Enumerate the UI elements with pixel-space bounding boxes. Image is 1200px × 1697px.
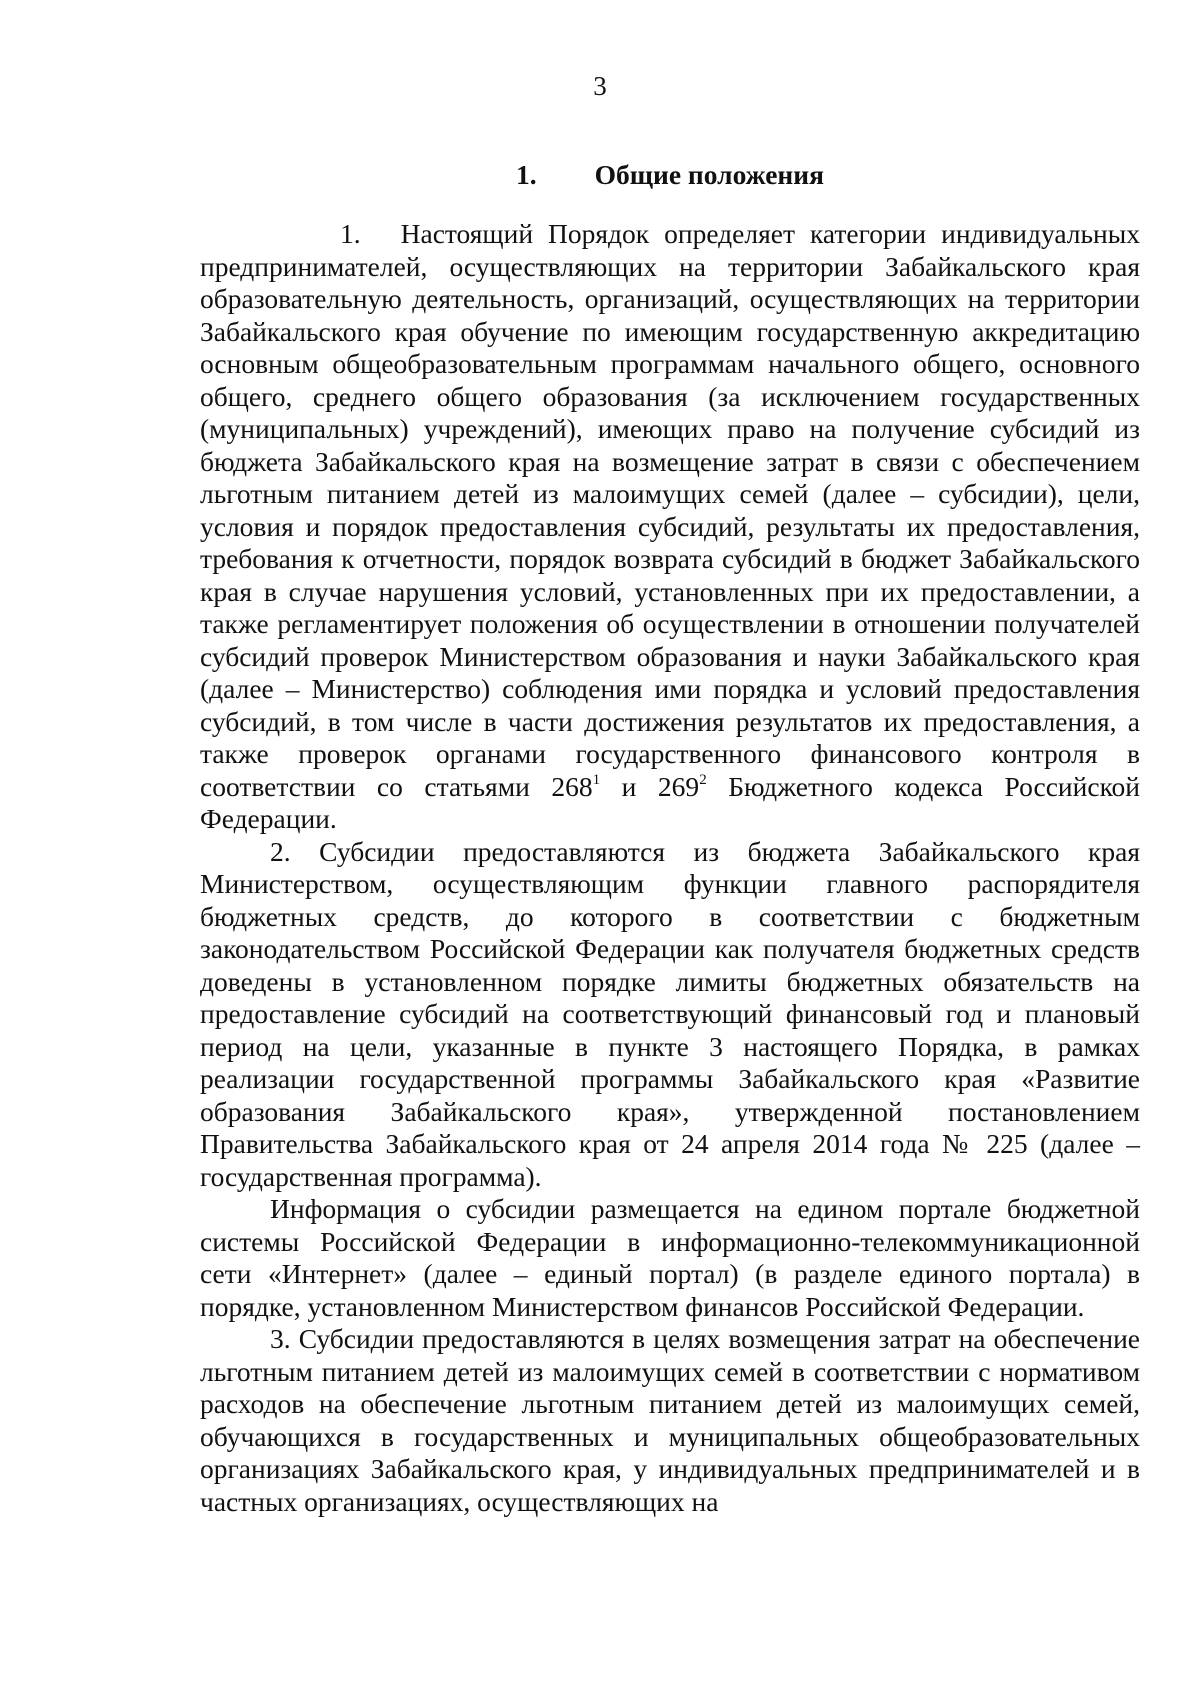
- paragraph-3: 3. Субсидии предоставляются в целях возмещения затрат на обеспечение льготным питанием детей из малоимущих семей в соответствии с нормативом расходов на обеспечение льготным питанием детей из малоимущих семей, обучающихся в государственных и муниципальных общеобразовательных организациях Забайкальского края, у индивидуальных предпринимателей и в частных организациях, осуществляющих на: [200, 1323, 1140, 1517]
- section-title: Общие положения: [594, 159, 824, 190]
- footnote-superscript-1: 1: [592, 771, 601, 788]
- document-body: [200, 218, 1140, 1518]
- footnote-superscript-2: 2: [699, 771, 707, 788]
- section-number: 1.: [516, 159, 537, 190]
- paragraph-1-text-a: Настоящий Порядок определяет категории индивидуальных предпринимателей, осуществляющих на территории Забайкальского края образовательную деятельность, организаций, осуществляющих на территории Забайкальского края обучение по имеющим государственную аккредитацию основным общеобразовательным программам начального общего, основного общего, среднего общего образования (за исключением государственных (муниципальных) учреждений), имеющих право на получение субсидий из бюджета Забайкальского края на возмещение затрат в связи с обеспечением льготным питанием детей из малоимущих семей (далее – субсидии), цели, условия и порядок предоставления субсидий, результаты их предоставления, требования к отчетности, порядок возврата субсидий в бюджет Забайкальского края в случае нарушения условий, установленных при их предоставлении, а также регламентирует положения об осуществлении в отношении получателей субсидий проверок Министерством образования и науки Забайкальского края (далее – Министерство) соблюдения ими порядка и условий предоставления субсидий, в том числе в части достижения результатов их предоставления, а также проверок органами государственного финансового контроля в соответствии со статьями 268: [200, 218, 1140, 802]
- paragraph-1-text-c: Бюджетного кодекса Российской Федерации.: [200, 770, 1140, 834]
- paragraph-1-number: 1.: [340, 218, 361, 249]
- paragraph-1-text-b: и 269: [600, 770, 700, 802]
- paragraph-info: Информация о субсидии размещается на едином портале бюджетной системы Российской Федерации в информационно-телекоммуникационной сети «Интернет» (далее – единый портал) (в разделе единого портала) в порядке, установленном Министерством финансов Российской Федерации.: [200, 1193, 1140, 1322]
- paragraph-1: [200, 218, 1140, 836]
- paragraph-2: 2. Субсидии предоставляются из бюджета Забайкальского края Министерством, осуществляющим функции главного распорядителя бюджетных средств, до которого в соответствии с бюджетным законодательством Российской Федерации как получателя бюджетных средств доведены в установленном порядке лимиты бюджетных обязательств на предоставление субсидий на соответствующий финансовый год и плановый период на цели, указанные в пункте 3 настоящего Порядка, в рамках реализации государственной программы Забайкальского края «Развитие образования Забайкальского края», утвержденной постановлением Правительства Забайкальского края от 24 апреля 2014 года № 225 (далее – государственная программа).: [200, 835, 1140, 1192]
- page-number: 3: [593, 71, 607, 101]
- section-heading: [200, 158, 1140, 192]
